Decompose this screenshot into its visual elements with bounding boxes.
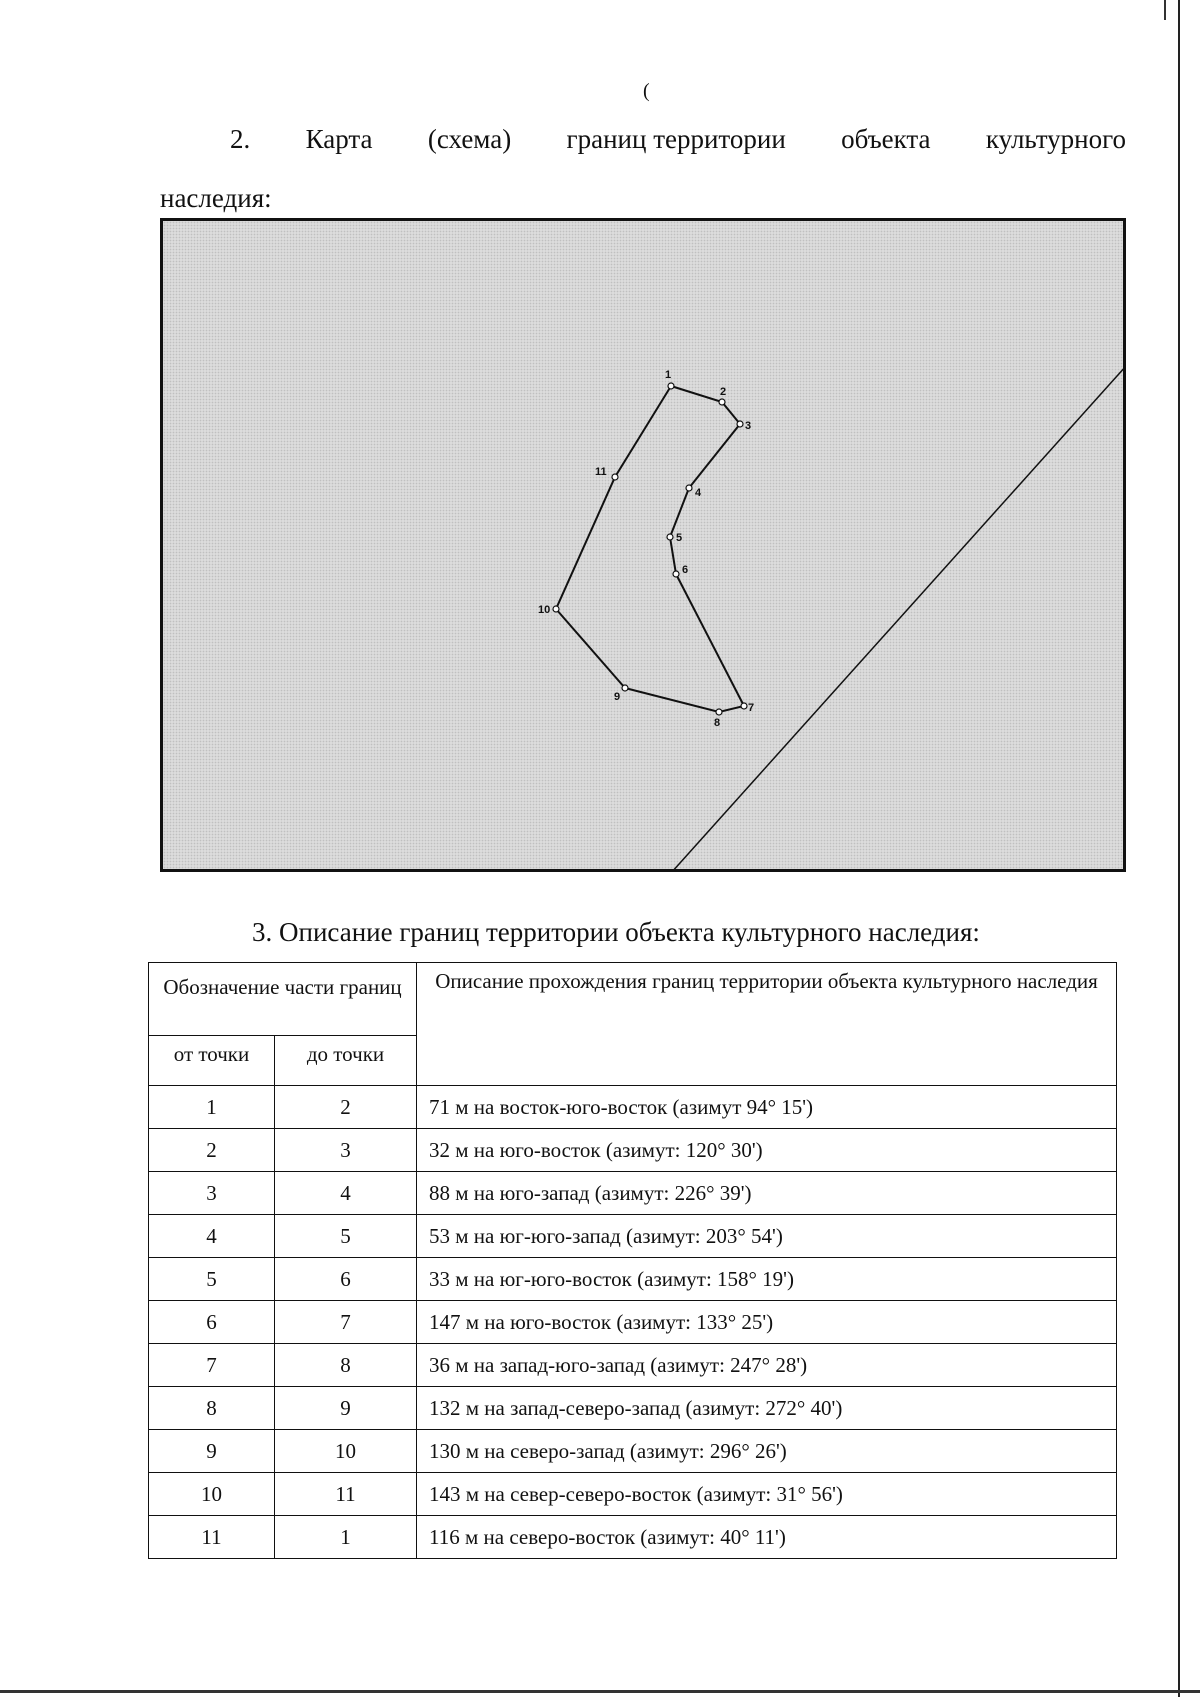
from-cell: 6: [149, 1301, 275, 1344]
desc-cell: 71 м на восток-юго-восток (азимут 94° 15'): [417, 1086, 1117, 1129]
from-cell: 2: [149, 1129, 275, 1172]
header-to-cell: [275, 1036, 417, 1086]
header-group-cell: [149, 963, 417, 1036]
boundary-point: [716, 709, 722, 715]
to-cell: 10: [275, 1430, 417, 1473]
from-cell: 3: [149, 1172, 275, 1215]
section-3-heading: 3. Описание границ территории объекта культурного наследия:: [252, 917, 980, 947]
header-from-label: от точки: [173, 1042, 250, 1066]
point-label: 3: [745, 420, 752, 432]
point-labels: [538, 369, 754, 729]
from-cell: 10: [149, 1473, 275, 1516]
heading-word: культурного: [985, 124, 1126, 154]
boundary-map-drawing: [163, 221, 1123, 869]
point-label: 7: [748, 702, 755, 714]
desc-cell: 132 м на запад-северо-запад (азимут: 272° 40'): [417, 1387, 1117, 1430]
point-label: 11: [595, 466, 607, 478]
desc-cell: 116 м на северо-восток (азимут: 40° 11'): [417, 1516, 1117, 1559]
table-row: [149, 1086, 1117, 1129]
boundary-point: [553, 606, 559, 612]
desc-cell: 147 м на юго-восток (азимут: 133° 25'): [417, 1301, 1117, 1344]
header-desc-label: Описание прохождения границ территории объекта культурного наследия: [435, 969, 1098, 993]
table-header-row: [149, 963, 1117, 1036]
table-row: [149, 1344, 1117, 1387]
boundary-polygon: [556, 386, 744, 712]
table-row: [149, 1387, 1117, 1430]
table-row: [149, 1430, 1117, 1473]
heading-word: Карта: [305, 124, 373, 154]
stray-mark: (: [643, 80, 650, 102]
to-cell: 9: [275, 1387, 417, 1430]
to-cell: 2: [275, 1086, 417, 1129]
boundary-point: [686, 485, 692, 491]
boundary-point: [673, 571, 679, 577]
to-cell: 4: [275, 1172, 417, 1215]
boundary-description-table: [148, 962, 1117, 1559]
desc-cell: 53 м на юг-юго-запад (азимут: 203° 54'): [417, 1215, 1117, 1258]
table-row: [149, 1129, 1117, 1172]
header-to-label: до точки: [306, 1042, 385, 1066]
from-cell: 11: [149, 1516, 275, 1559]
point-label: 8: [714, 717, 721, 729]
desc-cell: 88 м на юго-запад (азимут: 226° 39'): [417, 1172, 1117, 1215]
to-cell: 8: [275, 1344, 417, 1387]
table-row: [149, 1516, 1117, 1559]
page-corner-mark: [1164, 0, 1166, 20]
page-right-edge: [1178, 0, 1180, 1697]
desc-cell: 33 м на юг-юго-восток (азимут: 158° 19'): [417, 1258, 1117, 1301]
point-label: 10: [538, 604, 551, 616]
heading-word: (схема): [427, 124, 512, 154]
from-cell: 1: [149, 1086, 275, 1129]
point-label: 1: [665, 369, 672, 381]
table-row: [149, 1172, 1117, 1215]
boundary-point: [719, 399, 725, 405]
table-row: [149, 1301, 1117, 1344]
from-cell: 5: [149, 1258, 275, 1301]
boundary-point: [668, 383, 674, 389]
boundary-point: [622, 685, 628, 691]
boundary-map: [160, 218, 1126, 872]
desc-cell: 36 м на запад-юго-запад (азимут: 247° 28'): [417, 1344, 1117, 1387]
section-2-heading: [230, 124, 1126, 155]
desc-cell: 32 м на юго-восток (азимут: 120° 30'): [417, 1129, 1117, 1172]
heading-word: границ территории: [566, 124, 786, 154]
to-cell: 7: [275, 1301, 417, 1344]
header-desc-cell: [417, 963, 1117, 1086]
to-cell: 3: [275, 1129, 417, 1172]
table-row: [149, 1473, 1117, 1516]
from-cell: 9: [149, 1430, 275, 1473]
point-label: 9: [614, 691, 621, 703]
header-group-label: Обозначение части границ: [163, 975, 402, 999]
from-cell: 8: [149, 1387, 275, 1430]
from-cell: 7: [149, 1344, 275, 1387]
table-row: [149, 1258, 1117, 1301]
header-from-cell: [149, 1036, 275, 1086]
map-road-line: [671, 366, 1123, 869]
page-bottom-edge: [0, 1690, 1200, 1693]
point-label: 6: [682, 564, 689, 576]
desc-cell: 130 м на северо-запад (азимут: 296° 26'): [417, 1430, 1117, 1473]
to-cell: 5: [275, 1215, 417, 1258]
table-row: [149, 1215, 1117, 1258]
from-cell: 4: [149, 1215, 275, 1258]
point-label: 4: [695, 487, 702, 499]
heading-word: 2.: [230, 124, 251, 154]
to-cell: 6: [275, 1258, 417, 1301]
desc-cell: 143 м на север-северо-восток (азимут: 31° 56'): [417, 1473, 1117, 1516]
heading-word: объекта: [841, 124, 931, 154]
point-label: 5: [676, 532, 683, 544]
to-cell: 1: [275, 1516, 417, 1559]
boundary-point: [737, 421, 743, 427]
to-cell: 11: [275, 1473, 417, 1516]
boundary-point: [667, 534, 673, 540]
boundary-point: [612, 474, 618, 480]
section-2-heading-continuation: наследия:: [160, 183, 272, 213]
point-label: 2: [720, 386, 727, 398]
boundary-point: [741, 703, 747, 709]
